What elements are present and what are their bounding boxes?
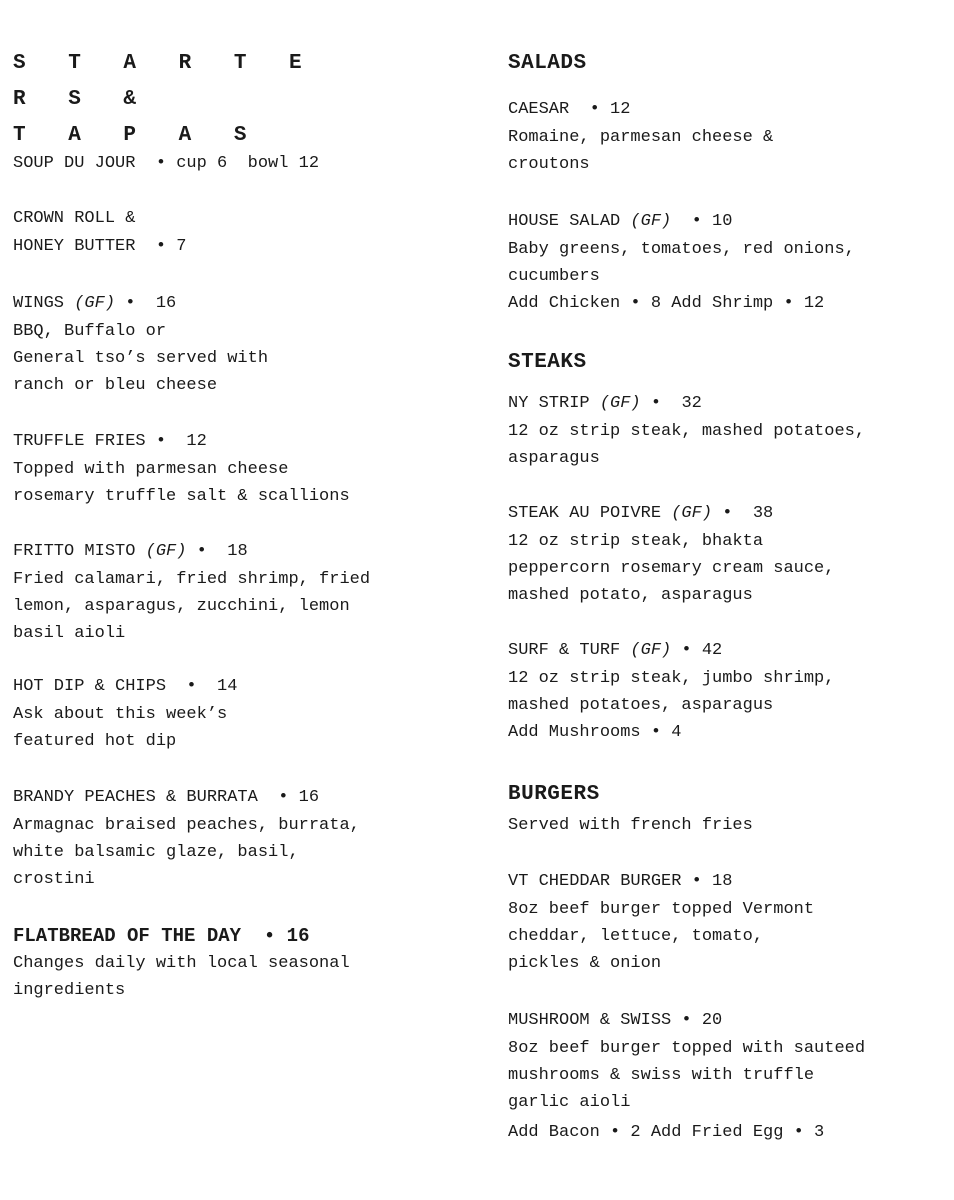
- menu-item: VT CHEDDAR BURGER • 18 8oz beef burger topped Vermont cheddar, lettuce, tomato, pickles & onion: [508, 868, 814, 977]
- item-name: SOUP DU JOUR: [13, 154, 136, 173]
- gf-label: (GF): [74, 294, 116, 313]
- item-description: ranch or bleu cheese: [13, 376, 218, 395]
- item-name: STEAK AU POIVRE: [508, 504, 672, 523]
- item-price: 18: [701, 872, 733, 891]
- item-name: FLATBREAD OF THE DAY: [13, 925, 242, 947]
- gf-label: (GF): [599, 394, 641, 413]
- menu-item: STEAK AU POIVRE (GF) • 38 12 oz strip steak, bhakta peppercorn rosemary cream sauce, mashed potato, asparagus: [508, 500, 834, 609]
- item-description: lemon, asparagus, zucchini, lemon: [13, 597, 350, 616]
- item-description: rosemary truffle salt & scallions: [13, 487, 350, 506]
- item-description: crostini: [13, 870, 95, 889]
- item-description: mushrooms & swiss with truffle: [508, 1066, 815, 1085]
- item-name: TRUFFLE FRIES: [13, 432, 146, 451]
- item-description: 12 oz strip steak, jumbo shrimp,: [508, 669, 835, 688]
- menu-item: HOT DIP & CHIPS • 14 Ask about this week’s featured hot dip: [13, 673, 237, 755]
- item-name: NY STRIP: [508, 394, 600, 413]
- menu-item: NY STRIP (GF) • 32 12 oz strip steak, mashed potatoes, asparagus: [508, 390, 865, 472]
- gf-label: (GF): [145, 542, 187, 561]
- item-description: Changes daily with local seasonal: [13, 954, 350, 973]
- starters-heading: S T A R T E R S & T A P A S: [13, 52, 317, 147]
- item-price: 32: [661, 394, 702, 413]
- item-description: white balsamic glaze, basil,: [13, 843, 299, 862]
- item-description: 8oz beef burger topped with sauteed: [508, 1039, 866, 1058]
- salads-heading: SALADS: [508, 52, 587, 75]
- item-description: Armagnac braised peaches, burrata,: [13, 816, 360, 835]
- gf-label: (GF): [630, 641, 672, 660]
- item-price: 42: [691, 641, 723, 660]
- menu-item: BRANDY PEACHES & BURRATA • 16 Armagnac braised peaches, burrata, white balsamic glaze, basil, crostini: [13, 784, 360, 893]
- item-description: 12 oz strip steak, mashed potatoes,: [508, 422, 866, 441]
- item-description: asparagus: [508, 449, 600, 468]
- item-name: VT CHEDDAR BURGER: [508, 872, 682, 891]
- item-description: pickles & onion: [508, 954, 662, 973]
- menu-item: MUSHROOM & SWISS • 20 8oz beef burger topped with sauteed mushrooms & swiss with truffle garlic aioli Add Bacon • 2 Add Fried Egg • 3: [508, 1007, 865, 1146]
- item-description: ingredients: [13, 981, 126, 1000]
- item-name: BRANDY PEACHES & BURRATA: [13, 788, 258, 807]
- item-description: cheddar, lettuce, tomato,: [508, 927, 764, 946]
- burgers-subtitle: Served with french fries: [508, 816, 753, 835]
- item-description: croutons: [508, 155, 590, 174]
- item-name: HOUSE SALAD: [508, 212, 631, 231]
- menu-item: FRITTO MISTO (GF) • 18 Fried calamari, fried shrimp, fried lemon, asparagus, zucchini, lemon basil aioli: [13, 538, 370, 647]
- item-description: 12 oz strip steak, bhakta: [508, 532, 764, 551]
- item-description: mashed potato, asparagus: [508, 586, 753, 605]
- burgers-heading: BURGERS: [508, 783, 600, 806]
- item-price: 20: [691, 1011, 723, 1030]
- menu-item: SURF & TURF (GF) • 42 12 oz strip steak, jumbo shrimp, mashed potatoes, asparagus Add Mushrooms • 4: [508, 637, 834, 746]
- item-price: 38: [732, 504, 774, 523]
- item-name: WINGS: [13, 294, 75, 313]
- item-description: peppercorn rosemary cream sauce,: [508, 559, 835, 578]
- item-description: Romaine, parmesan cheese &: [508, 128, 774, 147]
- menu-item: TRUFFLE FRIES • 12 Topped with parmesan cheese rosemary truffle salt & scallions: [13, 428, 350, 510]
- item-price: cup 6 bowl 12: [166, 154, 320, 173]
- item-description: mashed potatoes, asparagus: [508, 696, 774, 715]
- item-price: 16: [135, 294, 177, 313]
- item-price: 18: [206, 542, 248, 561]
- item-description: cucumbers: [508, 267, 600, 286]
- gf-label: (GF): [630, 212, 672, 231]
- item-price: 12: [599, 100, 631, 119]
- item-price: 12: [166, 432, 207, 451]
- item-addons: Add Bacon • 2 Add Fried Egg • 3: [508, 1123, 825, 1142]
- item-price: 14: [196, 677, 238, 696]
- item-description: Ask about this week’s: [13, 705, 228, 724]
- item-name: FRITTO MISTO: [13, 542, 146, 561]
- item-description: General tso’s served with: [13, 349, 269, 368]
- item-description: basil aioli: [13, 624, 126, 643]
- menu-item: WINGS (GF) • 16 BBQ, Buffalo or General tso’s served with ranch or bleu cheese: [13, 290, 268, 399]
- menu-item: SOUP DU JOUR • cup 6 bowl 12: [13, 154, 320, 173]
- steaks-heading: STEAKS: [508, 351, 587, 374]
- item-name: HONEY BUTTER: [13, 237, 136, 256]
- menu-item: HOUSE SALAD (GF) • 10 Baby greens, tomatoes, red onions, cucumbers Add Chicken • 8 Add Shrimp • 12: [508, 208, 855, 317]
- item-description: garlic aioli: [508, 1093, 631, 1112]
- item-name: SURF & TURF: [508, 641, 631, 660]
- item-price: 7: [166, 237, 187, 256]
- menu-item: FLATBREAD OF THE DAY • 16 Changes daily with local seasonal ingredients: [13, 922, 350, 1004]
- item-addons: Add Mushrooms • 4: [508, 723, 682, 742]
- gf-label: (GF): [671, 504, 713, 523]
- item-name: MUSHROOM & SWISS: [508, 1011, 672, 1030]
- item-name: HOT DIP & CHIPS: [13, 677, 167, 696]
- item-price: 10: [701, 212, 733, 231]
- item-description: Topped with parmesan cheese: [13, 460, 289, 479]
- menu-item: CAESAR • 12 Romaine, parmesan cheese & croutons: [508, 96, 773, 178]
- item-description: BBQ, Buffalo or: [13, 322, 167, 341]
- menu-item: CROWN ROLL & HONEY BUTTER • 7: [13, 205, 186, 261]
- item-description: Fried calamari, fried shrimp, fried: [13, 570, 371, 589]
- item-name: CROWN ROLL &: [13, 209, 136, 228]
- item-name: CAESAR: [508, 100, 570, 119]
- item-price: 16: [288, 788, 320, 807]
- item-description: featured hot dip: [13, 732, 177, 751]
- item-description: Baby greens, tomatoes, red onions,: [508, 240, 855, 259]
- item-description: 8oz beef burger topped Vermont: [508, 900, 815, 919]
- item-price: 16: [275, 925, 310, 947]
- item-addons: Add Chicken • 8 Add Shrimp • 12: [508, 294, 825, 313]
